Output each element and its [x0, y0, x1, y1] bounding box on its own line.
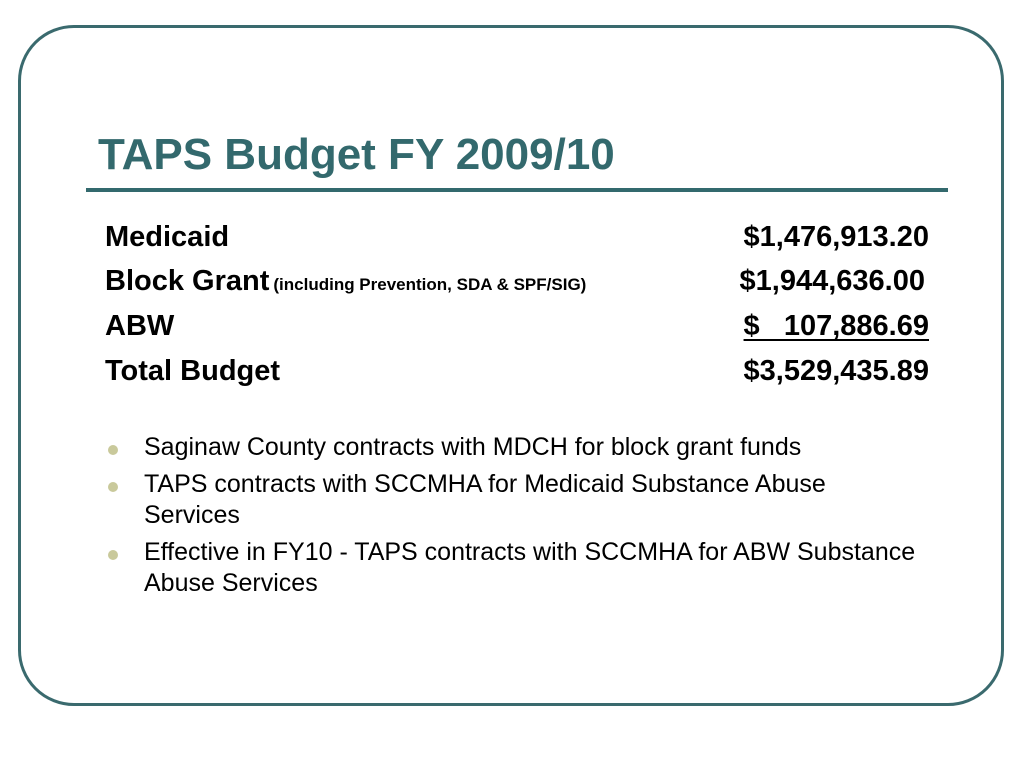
bullet-item: [105, 537, 925, 599]
bullet-text: Saginaw County contracts with MDCH for block grant funds: [144, 433, 802, 461]
budget-row-medicaid: [105, 217, 929, 257]
budget-row-block-grant: [105, 261, 929, 301]
budget-row-total: [105, 351, 929, 391]
bullet-dot-icon: [108, 482, 118, 492]
title-divider: [86, 188, 948, 192]
budget-label: [105, 217, 229, 257]
budget-amount: $1,476,913.20: [743, 221, 929, 253]
budget-label-text: Block Grant: [105, 265, 270, 297]
budget-label: [105, 306, 174, 346]
budget-note: (including Prevention, SDA & SPF/SIG): [273, 275, 587, 294]
bullet-dot-icon: [108, 550, 118, 560]
budget-amount: $1,944,636.00: [739, 265, 925, 297]
bullet-text: Effective in FY10 - TAPS contracts with SCCMHA for ABW Substance Abuse Services: [144, 538, 916, 597]
budget-row-abw: [105, 306, 929, 346]
budget-label: [105, 351, 280, 391]
budget-amount: $3,529,435.89: [743, 355, 929, 387]
slide-title: TAPS Budget FY 2009/10: [98, 130, 615, 179]
bullet-item: [105, 469, 925, 531]
bullet-item: [105, 432, 925, 463]
budget-amount: $ 107,886.69: [743, 310, 929, 342]
bullet-list: [105, 432, 925, 605]
budget-label-text: Total Budget: [105, 355, 281, 387]
budget-label-text: Medicaid: [105, 221, 230, 253]
bullet-dot-icon: [108, 445, 118, 455]
bullet-text: TAPS contracts with SCCMHA for Medicaid Substance Abuse Services: [144, 470, 826, 529]
budget-label: [105, 261, 586, 305]
budget-label-text: ABW: [105, 310, 175, 342]
